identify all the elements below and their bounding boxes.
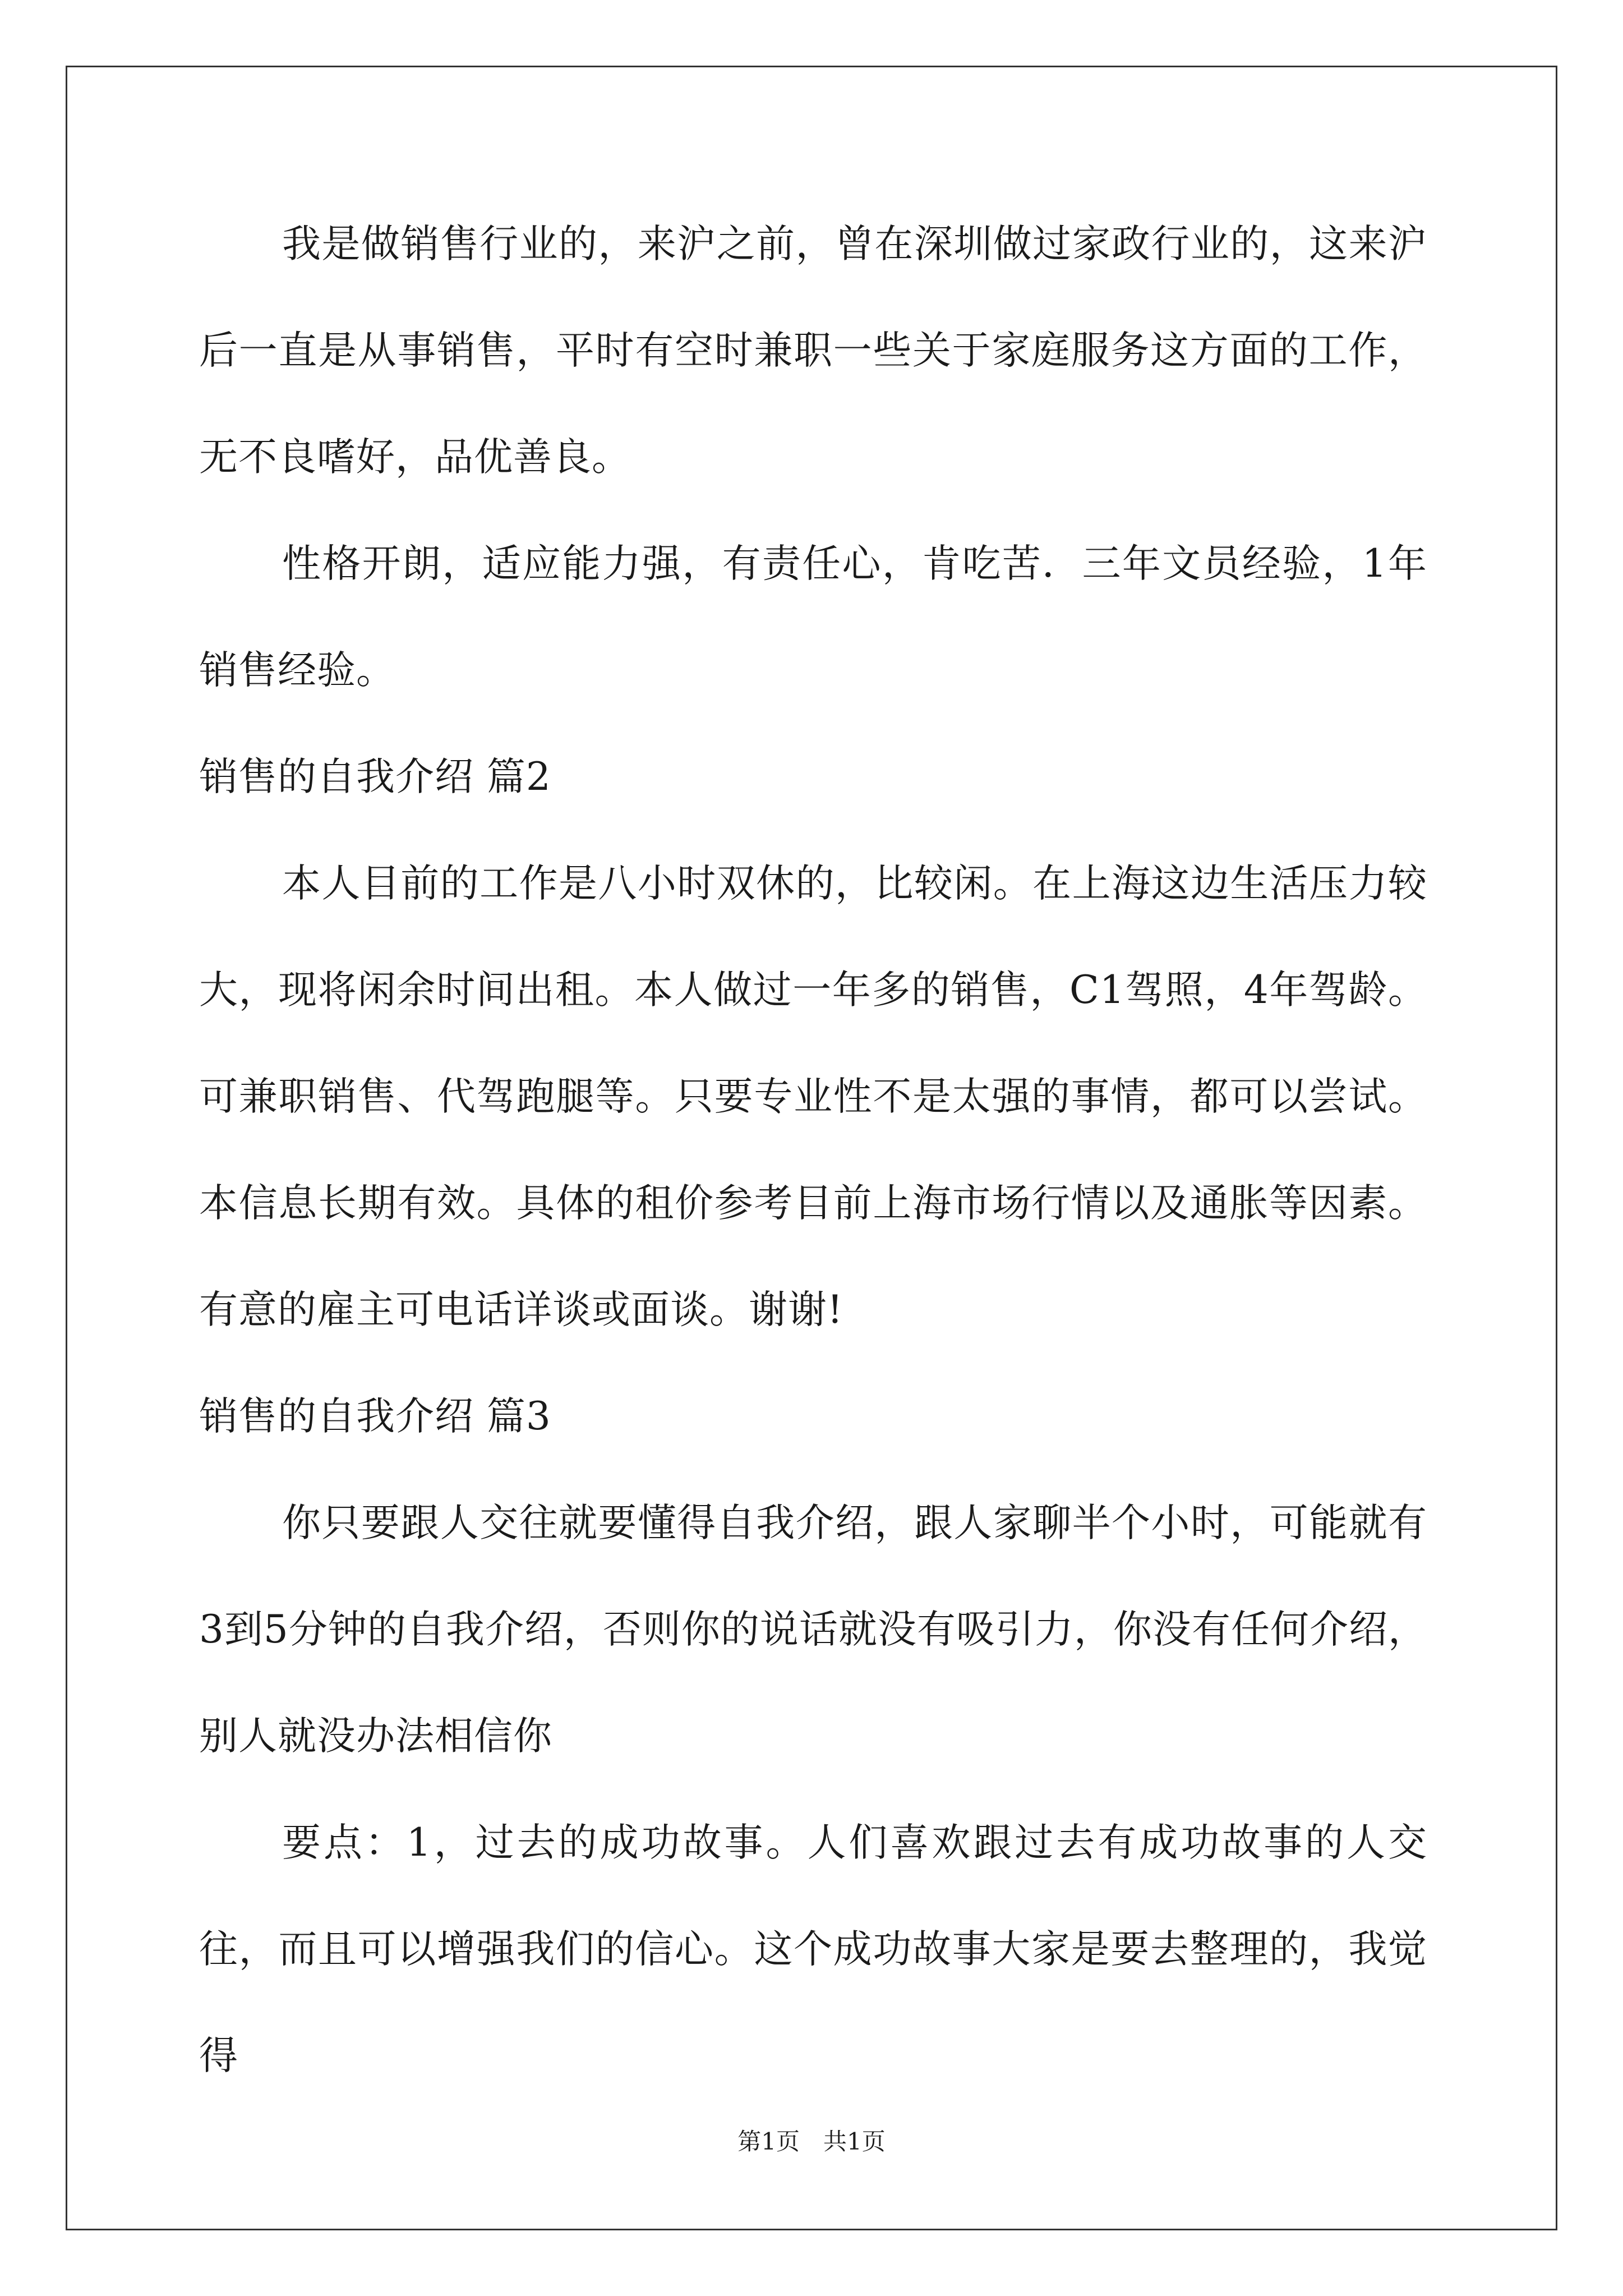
- paragraph-1: 我是做销售行业的，来沪之前，曾在深圳做过家政行业的，这来沪后一直是从事销售，平时有空时兼职一些关于家庭服务这方面的工作，无不良嗜好，品优善良。: [199, 222, 1427, 480]
- section-heading-2: 销售的自我介绍 篇2: [199, 754, 551, 799]
- paragraph-3: 本人目前的工作是八小时双休的，比较闲。在上海这边生活压力较大，现将闲余时间出租。本人做过一年多的销售，C1驾照，4年驾龄。可兼职销售、代驾跑腿等。只要专业性不是太强的事情，都可以尝试。本信息长期有效。具体的租价参考目前上海市场行情以及通胀等因素。有意的雇主可电话详谈或面谈。谢谢!: [199, 861, 1427, 1332]
- document-body: [199, 191, 1427, 2109]
- section-heading-3: 销售的自我介绍 篇3: [199, 1394, 551, 1439]
- page-footer: 第1页 共1页: [737, 2128, 886, 2155]
- paragraph-2: 性格开朗，适应能力强，有责任心，肯吃苦．三年文员经验，1年销售经验。: [199, 541, 1427, 693]
- paragraph-5: 要点：1，过去的成功故事。人们喜欢跟过去有成功故事的人交往，而且可以增强我们的信心。这个成功故事大家是要去整理的，我觉得: [199, 1820, 1427, 2078]
- paragraph-4: 你只要跟人交往就要懂得自我介绍，跟人家聊半个小时，可能就有3到5分钟的自我介绍，否则你的说话就没有吸引力，你没有任何介绍，别人就没办法相信你: [199, 1501, 1427, 1759]
